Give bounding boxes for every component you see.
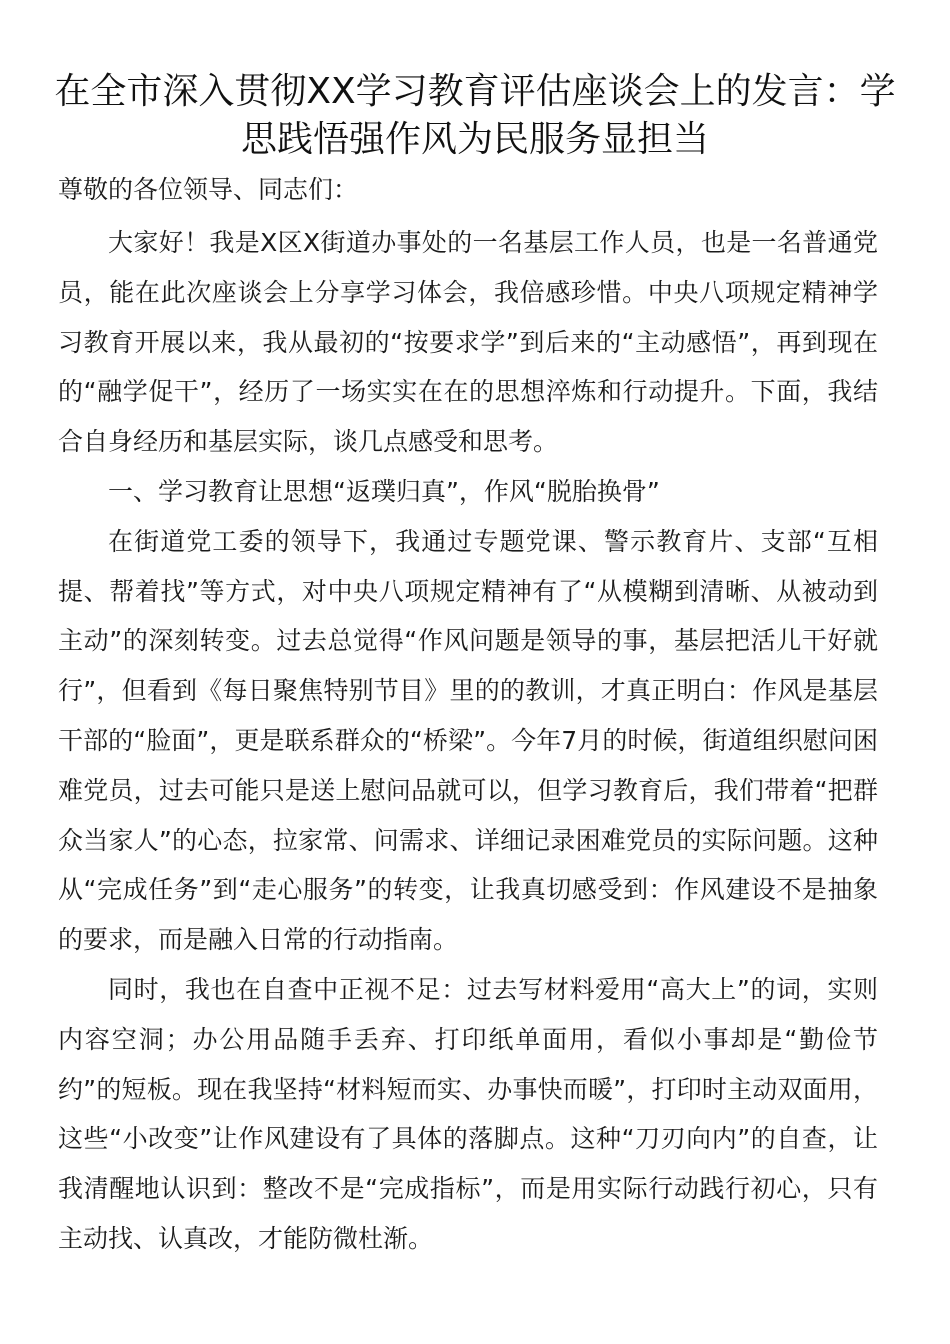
section-heading-1: 一、学习教育让思想“返璞归真”，作风“脱胎换骨” — [108, 476, 660, 506]
paragraph-self-check: 同时，我也在自查中正视不足：过去写材料爱用“高大上”的词，实则内容空洞；办公用品随手丢弃、打印纸单面用，看似小事却是“勤俭节约”的短板。现在我坚持“材料短而实、办事快而暖”，打印时主动双面用，这些“小改变”让作风建设有了具体的落脚点。这种“刀刃向内”的自查，让我清醒地认识到：整改不是“完成指标”，而是用实际行动践行初心，只有主动找、认真改，才能防微杜渐。 — [58, 974, 878, 1253]
salutation: 尊敬的各位领导、同志们： — [58, 175, 359, 204]
paragraph-intro: 大家好！我是X区X街道办事处的一名基层工作人员，也是一名普通党员，能在此次座谈会上分享学习体会，我倍感珍惜。中央八项规定精神学习教育开展以来，我从最初的“按要求学”到后来的“主动感悟”，再到现在的“融学促干”，经历了一场实实在在的思想淬炼和行动提升。下面，我结合自身经历和基层实际，谈几点感受和思考。 — [58, 228, 878, 457]
document-title: 在全市深入贯彻XX学习教育评估座谈会上的发言：学思践悟强作风为民服务显担当 — [54, 71, 896, 160]
document-body — [58, 168, 878, 1264]
paragraph-section-1-body: 在街道党工委的领导下，我通过专题党课、警示教育片、支部“互相提、帮着找”等方式，对中央八项规定精神有了“从模糊到清晰、从被动到主动”的深刻转变。过去总觉得“作风问题是领导的事，基层把活儿干好就行”，但看到《每日聚焦特别节目》里的的教训，才真正明白：作风是基层干部的“脸面”，更是联系群众的“桥梁”。今年7月的时候，街道组织慰问困难党员，过去可能只是送上慰问品就可以，但学习教育后，我们带着“把群众当家人”的心态，拉家常、问需求、详细记录困难党员的实际问题。这种从“完成任务”到“走心服务”的转变，让我真切感受到：作风建设不是抽象的要求，而是融入日常的行动指南。 — [58, 526, 878, 955]
